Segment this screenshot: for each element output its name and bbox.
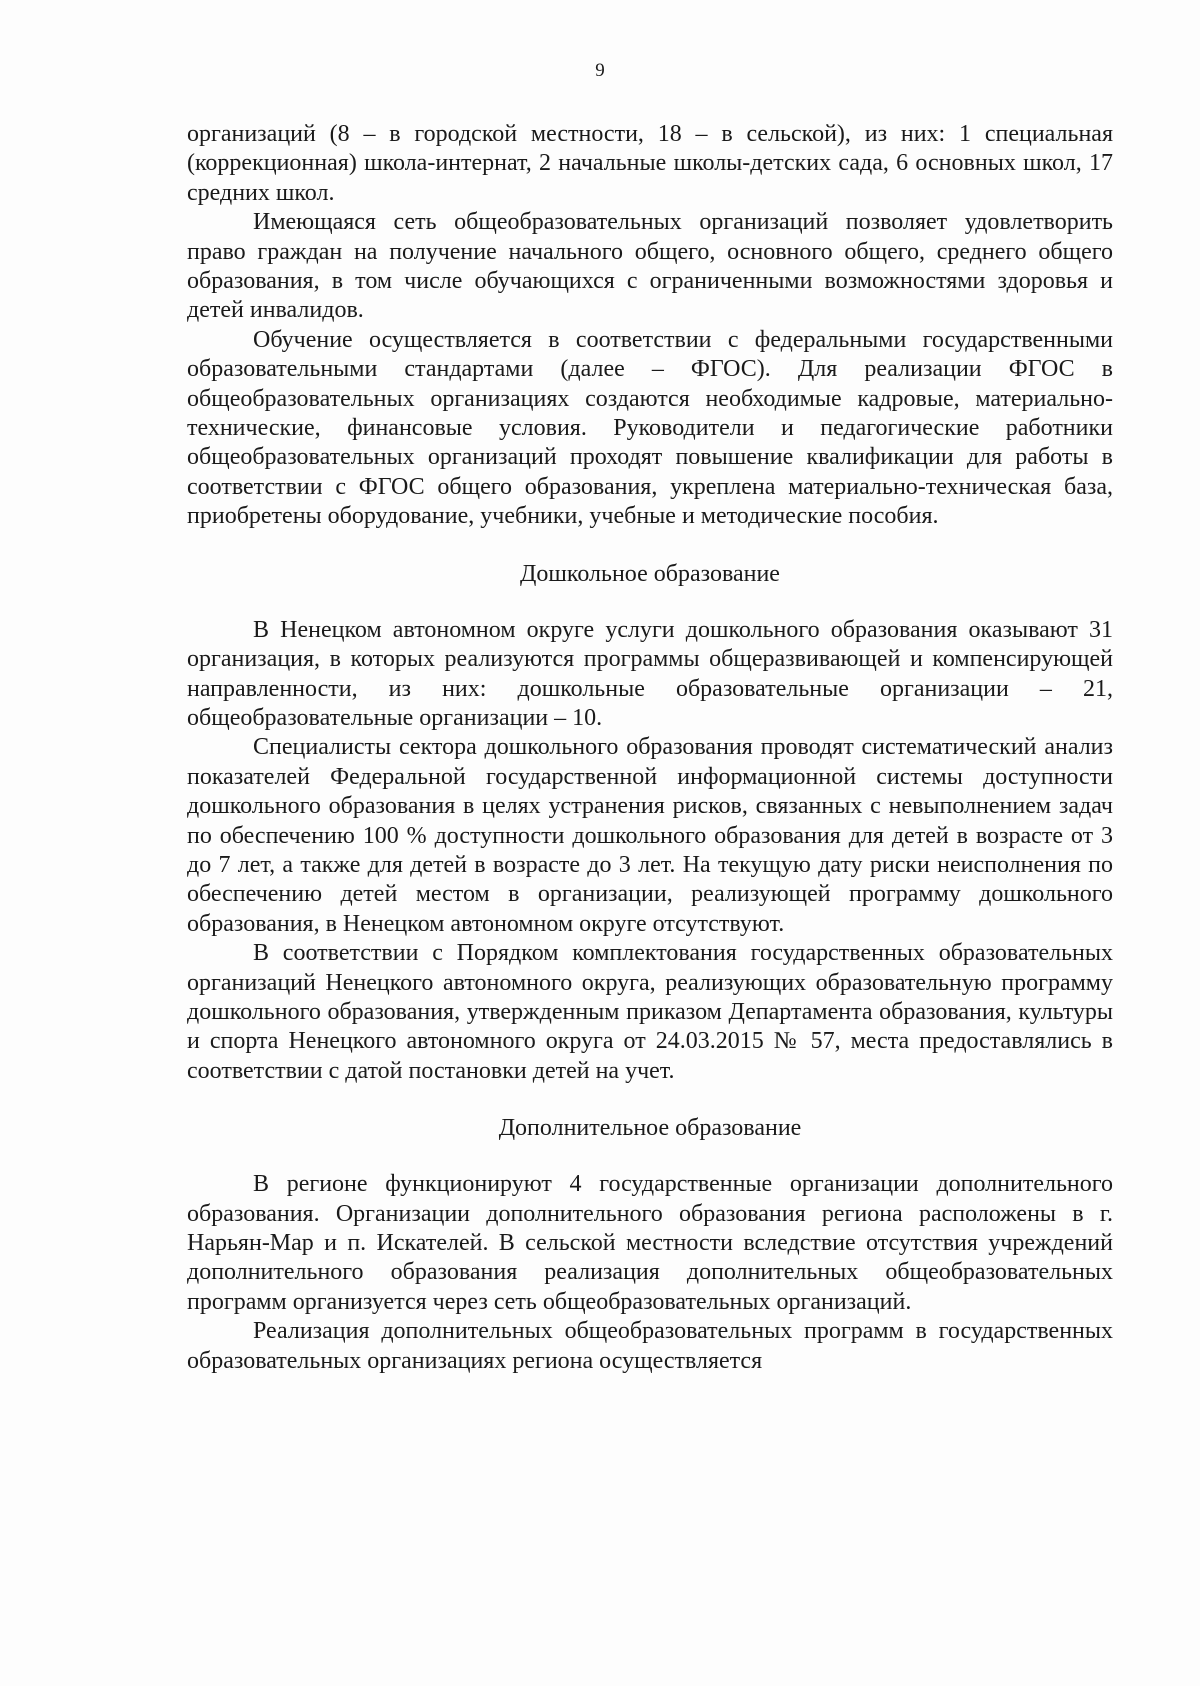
paragraph-preschool-orgs: В Ненецком автономном округе услуги дошкольного образования оказывают 31 организация, в которых реализуются программы общеразвивающей и компенсирующей направленности, из них: дошкольные образовательные организации – 21, общеобразовательные организации – 10. xyxy=(187,616,1113,731)
document-body xyxy=(187,120,1113,1376)
paragraph-additional-programs: Реализация дополнительных общеобразовательных программ в государственных образовательных организациях региона осуществляется xyxy=(187,1318,1113,1374)
section-heading-additional: Дополнительное образование xyxy=(498,1115,802,1142)
paragraph-schools-count: организаций (8 – в городской местности, 18 – в сельской), из них: 1 специальная (коррекционная) школа-интернат, 2 начальные школы-детских сада, 6 основных школ, 17 средних школ. xyxy=(187,121,1113,206)
page-number: 9 xyxy=(595,60,605,81)
paragraph-preschool-analysis: Специалисты сектора дошкольного образования проводят систематический анализ показателей Федеральной государственной информационной системы доступности дошкольного образования в целях устранения рисков, связанных с невыполнением задач по обеспечению 100 % доступности дошкольного образования для детей в возрасте от 3 до 7 лет, а также для детей в возрасте до 3 лет. На текущую дату риски неисполнения по обеспечению детей местом в организации, реализующей программу дошкольного образования, в Ненецком автономном округе отсутствуют. xyxy=(187,734,1113,937)
paragraph-fgos: Обучение осуществляется в соответствии с федеральными государственными образовательными стандартами (далее – ФГОС). Для реализации ФГОС в общеобразовательных организациях создаются необходимые кадровые, материально-технические, финансовые условия. Руководители и педагогические работники общеобразовательных организаций проходят повышение квалификации для работы в соответствии с ФГОС общего образования, укреплена материально-техническая база, приобретены оборудование, учебники, учебные и методические пособия. xyxy=(187,326,1113,530)
paragraph-admission-order: В соответствии с Порядком комплектования государственных образовательных организаций Ненецкого автономного округа, реализующих образовательную программу дошкольного образования, утвержденным приказом Департамента образования, культуры и спорта Ненецкого автономного округа от 24.03.2015 № 57, места предоставлялись в соответствии с датой постановки детей на учет. xyxy=(187,940,1113,1084)
section-heading-preschool: Дошкольное образование xyxy=(520,560,780,587)
paragraph-school-network: Имеющаяся сеть общеобразовательных организаций позволяет удовлетворить право граждан на получение начального общего, основного общего, среднего общего образования, в том числе обучающихся с ограниченными возможностями здоровья и детей инвалидов. xyxy=(187,209,1113,324)
paragraph-additional-orgs: В регионе функционируют 4 государственные организации дополнительного образования. Организации дополнительного образования региона расположены в г. Нарьян-Мар и п. Искателей. В сельской местности вследствие отсутствия учреждений дополнительного образования реализация дополнительных общеобразовательных программ организуется через сеть общеобразовательных организаций. xyxy=(187,1171,1113,1315)
